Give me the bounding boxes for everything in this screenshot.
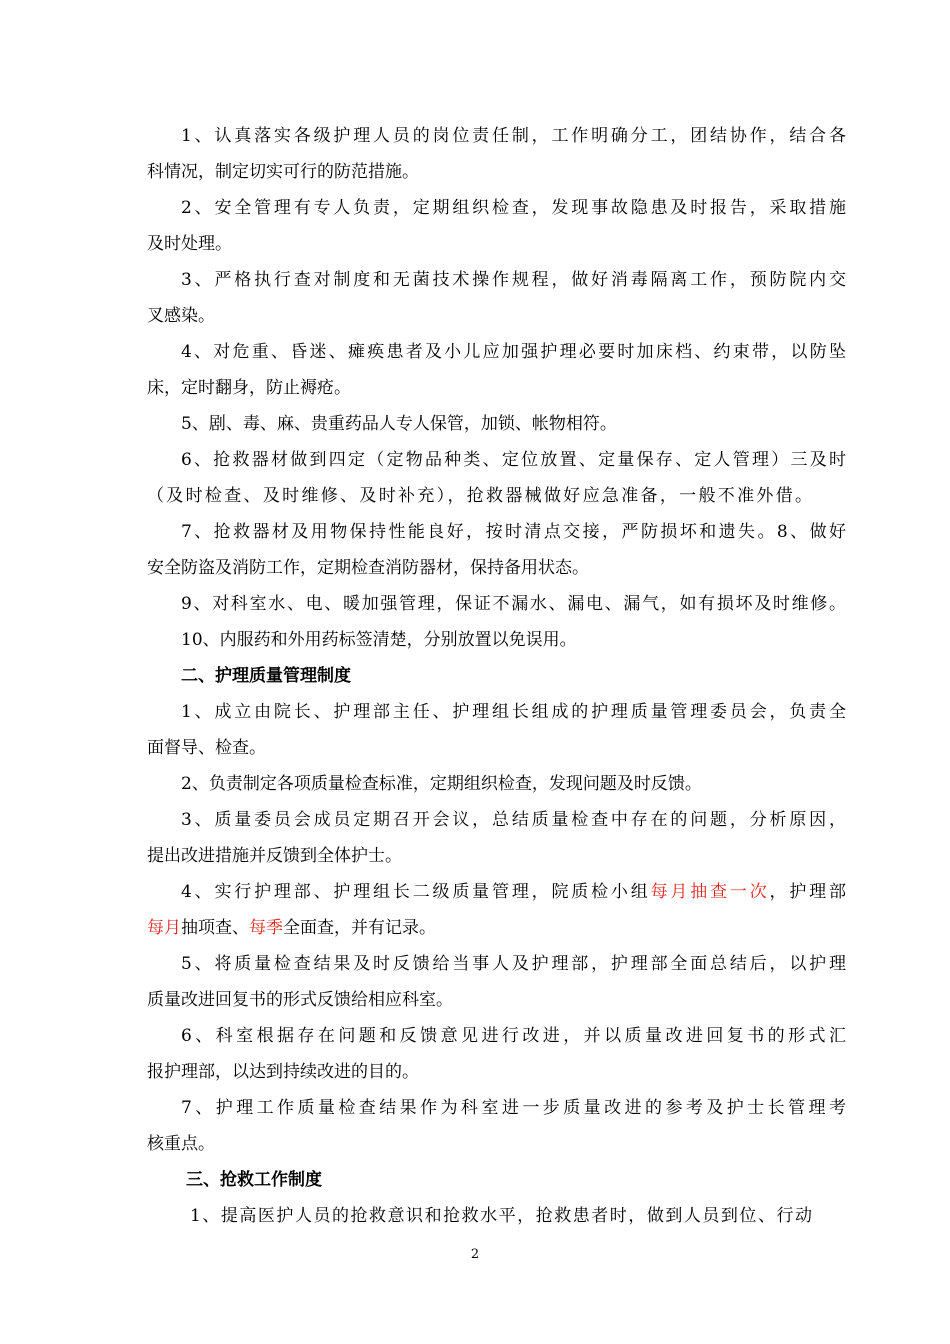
highlight-quarterly: 每季 bbox=[249, 918, 283, 938]
s2-para-7-line-2: 核重点。 bbox=[147, 1134, 215, 1154]
para-9-line-1: 9、对科室水、电、暖加强管理，保证不漏水、漏电、漏气，如有损坏及时维修。 bbox=[181, 594, 846, 614]
para-4-line-1: 4、对危重、昏迷、瘫痪患者及小儿应加强护理必要时加床档、约束带，以防坠 bbox=[181, 342, 846, 362]
para-4-line-2: 床，定时翻身，防止褥疮。 bbox=[147, 378, 351, 398]
s2-para-1-line-2: 面督导、检查。 bbox=[147, 738, 266, 758]
s2-para-6-line-2: 报护理部，以达到持续改进的目的。 bbox=[147, 1062, 419, 1082]
s2-para-4-line-2 bbox=[147, 916, 812, 940]
section-heading-2: 二、护理质量管理制度 bbox=[181, 666, 351, 686]
highlight-monthly-check: 每月抽查一次 bbox=[650, 882, 770, 902]
s2-para-5-line-2: 质量改进回复书的形式反馈给相应科室。 bbox=[147, 990, 453, 1010]
highlight-monthly: 每月 bbox=[147, 918, 181, 938]
para-7-line-2: 安全防盗及消防工作，定期检查消防器材，保持备用状态。 bbox=[147, 558, 589, 578]
s2-para-4-text-b: ，护理部 bbox=[769, 882, 847, 902]
s2-para-5-line-1: 5、将质量检查结果及时反馈给当事人及护理部，护理部全面总结后，以护理 bbox=[181, 954, 846, 974]
s2-para-4-text-a: 4、实行护理部、护理组长二级质量管理，院质检小组 bbox=[181, 882, 651, 902]
para-10-line-1: 10、内服药和外用药标签清楚，分别放置以免误用。 bbox=[181, 630, 577, 650]
para-7-line-1: 7、抢救器材及用物保持性能良好，按时清点交接，严防损坏和遗失。8、做好 bbox=[181, 522, 846, 542]
s2-para-6-line-1: 6、科室根据存在问题和反馈意见进行改进，并以质量改进回复书的形式汇 bbox=[181, 1026, 846, 1046]
para-5-line-1: 5、剧、毒、麻、贵重药品人专人保管，加锁、帐物相符。 bbox=[181, 414, 617, 434]
s2-para-7-line-1: 7、护理工作质量检查结果作为科室进一步质量改进的参考及护士长管理考 bbox=[181, 1098, 846, 1118]
s2-para-3-line-1: 3、质量委员会成员定期召开会议，总结质量检查中存在的问题，分析原因， bbox=[181, 810, 846, 830]
para-1-line-2: 科情况，制定切实可行的防范措施。 bbox=[147, 162, 419, 182]
para-2-line-1: 2、安全管理有专人负责，定期组织检查，发现事故隐患及时报告，采取措施 bbox=[181, 198, 846, 218]
para-3-line-1: 3、严格执行查对制度和无菌技术操作规程，做好消毒隔离工作，预防院内交 bbox=[181, 270, 846, 290]
s2-para-4-text-c: 抽项查、 bbox=[181, 918, 249, 938]
para-2-line-2: 及时处理。 bbox=[147, 234, 232, 254]
s2-para-4-line-1 bbox=[181, 880, 846, 904]
s2-para-3-line-2: 提出改进措施并反馈到全体护士。 bbox=[147, 846, 402, 866]
para-3-line-2: 叉感染。 bbox=[147, 306, 215, 326]
s2-para-2-line-1: 2、负责制定各项质量检查标准，定期组织检查，发现问题及时反馈。 bbox=[181, 774, 702, 794]
para-6-line-2: （及时检查、及时维修、及时补充），抢救器械做好应急准备，一般不准外借。 bbox=[147, 486, 812, 506]
s2-para-1-line-1: 1、成立由院长、护理部主任、护理组长组成的护理质量管理委员会，负责全 bbox=[181, 702, 846, 722]
s3-para-1-line-1: 1、提高医护人员的抢救意识和抢救水平，抢救患者时，做到人员到位、行动 bbox=[190, 1206, 812, 1226]
para-1-line-1: 1、认真落实各级护理人员的岗位责任制，工作明确分工，团结协作，结合各 bbox=[181, 126, 846, 146]
para-6-line-1: 6、抢救器材做到四定（定物品种类、定位放置、定量保存、定人管理）三及时 bbox=[181, 450, 846, 470]
section-heading-3: 三、抢救工作制度 bbox=[186, 1170, 322, 1190]
s2-para-4-text-d: 全面查，并有记录。 bbox=[283, 918, 436, 938]
page-number: 2 bbox=[470, 1247, 480, 1262]
